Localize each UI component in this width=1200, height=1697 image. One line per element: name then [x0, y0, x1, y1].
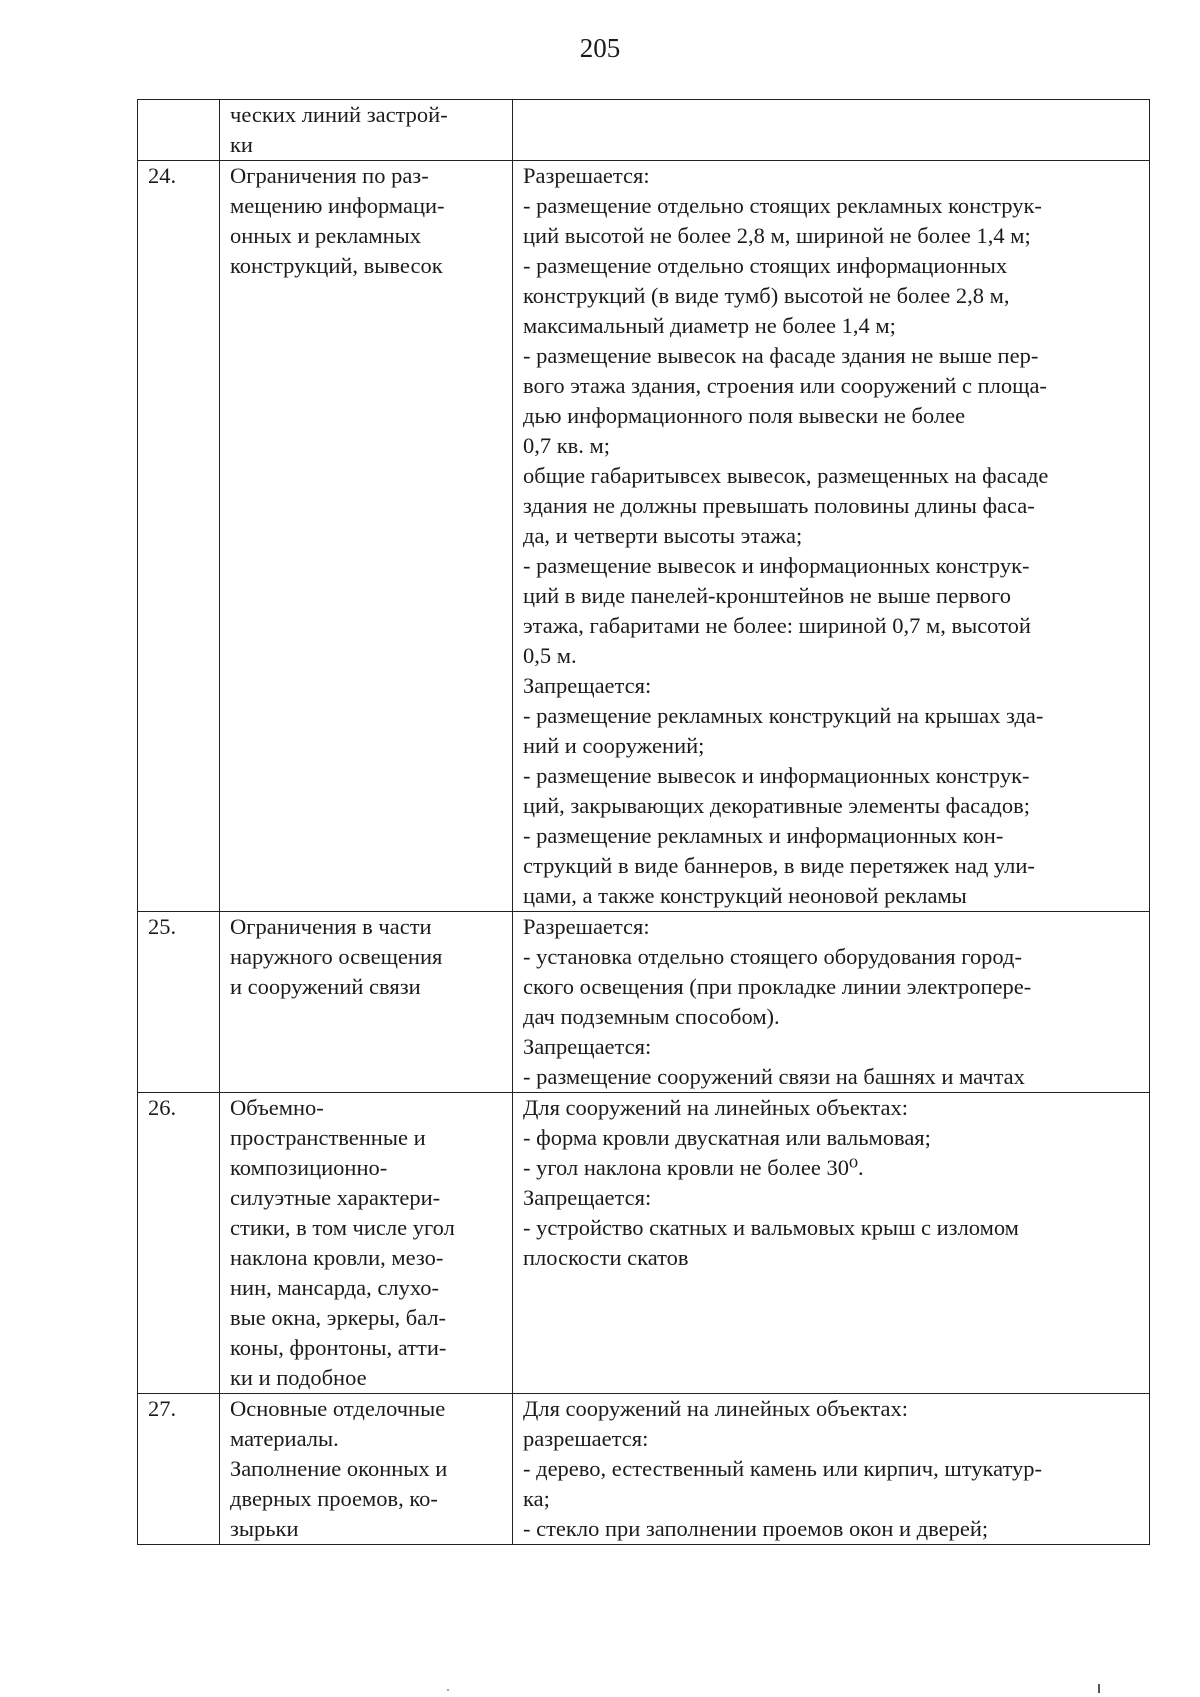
- table-row: [138, 1093, 1150, 1394]
- table-row: [138, 100, 1150, 161]
- restriction-name-line: Ограничения в части: [230, 914, 432, 939]
- restriction-description-line: - дерево, естественный камень или кирпич, штукатур-: [523, 1456, 1043, 1481]
- scan-artifact-mark: [1098, 1684, 1100, 1693]
- restriction-description-line: - устройство скатных и вальмовых крыш с изломом: [523, 1215, 1019, 1240]
- restriction-description-line: да, и четверти высоты этажа;: [523, 523, 803, 548]
- restriction-name-line: материалы.: [230, 1426, 339, 1451]
- restriction-name-line: наклона кровли, мезо-: [230, 1245, 444, 1270]
- restriction-description-line: 0,5 м.: [523, 643, 577, 668]
- page-number: 205: [579, 33, 621, 63]
- restriction-description-line: конструкций (в виде тумб) высотой не более 2,8 м,: [523, 283, 1010, 308]
- restriction-description-line: общие габаритывсех вывесок, размещенных на фасаде: [523, 463, 1049, 488]
- restriction-name-line: Заполнение оконных и: [230, 1456, 448, 1481]
- restriction-name-line: нин, мансарда, слухо-: [230, 1275, 439, 1300]
- restriction-description-line: Запрещается:: [523, 673, 652, 698]
- restriction-description-line: дач подземным способом).: [523, 1004, 780, 1029]
- restriction-description-line: максимальный диаметр не более 1,4 м;: [523, 313, 896, 338]
- restriction-name-cell: [220, 161, 513, 912]
- restriction-name-line: композиционно-: [230, 1155, 388, 1180]
- restriction-description-line: вого этажа здания, строения или сооружений с площа-: [523, 373, 1047, 398]
- restriction-description-line: этажа, габаритами не более: шириной 0,7 м, высотой: [523, 613, 1031, 638]
- row-number: 26.: [138, 1093, 220, 1394]
- restriction-name-line: Основные отделочные: [230, 1396, 446, 1421]
- restriction-description-line: Для сооружений на линейных объектах:: [523, 1095, 908, 1120]
- restriction-name-line: пространственные и: [230, 1125, 426, 1150]
- restriction-description-line: - угол наклона кровли не более 30⁰.: [523, 1155, 864, 1180]
- regulations-table: [137, 99, 1150, 1545]
- table-row: [138, 1394, 1150, 1545]
- restriction-description-line: - установка отдельно стоящего оборудования город-: [523, 944, 1022, 969]
- restriction-name-line: ки и подобное: [230, 1365, 367, 1390]
- restriction-name-line: ческих линий застрой-: [230, 102, 448, 127]
- restriction-description-line: ского освещения (при прокладке линии электропере-: [523, 974, 1032, 999]
- restriction-description-line: разрешается:: [523, 1426, 649, 1451]
- restriction-description-line: Запрещается:: [523, 1185, 652, 1210]
- regulations-table-body: [138, 100, 1150, 1545]
- restriction-description-line: - размещение вывесок на фасаде здания не выше пер-: [523, 343, 1039, 368]
- restriction-name-line: мещению информаци-: [230, 193, 445, 218]
- restriction-description-line: Запрещается:: [523, 1034, 652, 1059]
- table-row: [138, 912, 1150, 1093]
- restriction-description-line: - размещение отдельно стоящих рекламных конструк-: [523, 193, 1042, 218]
- restriction-description-line: ний и сооружений;: [523, 733, 705, 758]
- restriction-description-line: - размещение отдельно стоящих информационных: [523, 253, 1008, 278]
- row-number: 25.: [138, 912, 220, 1093]
- restriction-description-line: - размещение рекламных и информационных кон-: [523, 823, 1004, 848]
- restriction-description-line: - размещение вывесок и информационных конструк-: [523, 553, 1030, 578]
- restriction-description-cell: [513, 100, 1150, 161]
- restriction-name-line: и сооружений связи: [230, 974, 421, 999]
- restriction-name-line: онных и рекламных: [230, 223, 422, 248]
- restriction-name-line: стики, в том числе угол: [230, 1215, 455, 1240]
- restriction-description-cell: [513, 1093, 1150, 1394]
- restriction-description-line: - размещение сооружений связи на башнях и мачтах: [523, 1064, 1025, 1089]
- restriction-description-line: струкций в виде баннеров, в виде перетяжек над ули-: [523, 853, 1035, 878]
- restriction-description-line: Разрешается:: [523, 163, 650, 188]
- restriction-description-line: дью информационного поля вывески не более: [523, 403, 966, 428]
- restriction-name-cell: [220, 1093, 513, 1394]
- restriction-description-line: Разрешается:: [523, 914, 650, 939]
- restriction-description-line: ций в виде панелей-кронштейнов не выше первого: [523, 583, 1011, 608]
- restriction-name-line: силуэтные характери-: [230, 1185, 441, 1210]
- restriction-description-cell: [513, 1394, 1150, 1545]
- restriction-name-line: дверных проемов, ко-: [230, 1486, 438, 1511]
- restriction-description-cell: [513, 161, 1150, 912]
- scan-artifact: [447, 1689, 449, 1691]
- restriction-name-line: наружного освещения: [230, 944, 443, 969]
- table-row: [138, 161, 1150, 912]
- restriction-name-line: Ограничения по раз-: [230, 163, 429, 188]
- restriction-description-line: ций, закрывающих декоративные элементы фасадов;: [523, 793, 1030, 818]
- restriction-name-cell: [220, 100, 513, 161]
- restriction-description-line: ций высотой не более 2,8 м, шириной не более 1,4 м;: [523, 223, 1031, 248]
- restriction-description-line: - стекло при заполнении проемов окон и дверей;: [523, 1516, 989, 1541]
- restriction-description-line: - размещение рекламных конструкций на крышах зда-: [523, 703, 1044, 728]
- restriction-name-line: Объемно-: [230, 1095, 324, 1120]
- restriction-description-line: цами, а также конструкций неоновой рекламы: [523, 883, 967, 908]
- row-number: 27.: [138, 1394, 220, 1545]
- restriction-description-cell: [513, 912, 1150, 1093]
- restriction-name-line: ки: [230, 132, 253, 157]
- restriction-description-line: - размещение вывесок и информационных конструк-: [523, 763, 1030, 788]
- restriction-name-line: коны, фронтоны, атти-: [230, 1335, 447, 1360]
- restriction-description-line: Для сооружений на линейных объектах:: [523, 1396, 908, 1421]
- restriction-description-line: - форма кровли двускатная или вальмовая;: [523, 1125, 931, 1150]
- restriction-name-line: конструкций, вывесок: [230, 253, 443, 278]
- restriction-description-line: ка;: [523, 1486, 550, 1511]
- row-number: 24.: [138, 161, 220, 912]
- restriction-description-line: здания не должны превышать половины длины фаса-: [523, 493, 1035, 518]
- restriction-name-cell: [220, 1394, 513, 1545]
- restriction-description-line: плоскости скатов: [523, 1245, 689, 1270]
- row-number: [138, 100, 220, 161]
- restriction-name-line: вые окна, эркеры, бал-: [230, 1305, 447, 1330]
- restriction-name-line: зырьки: [230, 1516, 299, 1541]
- restriction-name-cell: [220, 912, 513, 1093]
- restriction-description-line: 0,7 кв. м;: [523, 433, 611, 458]
